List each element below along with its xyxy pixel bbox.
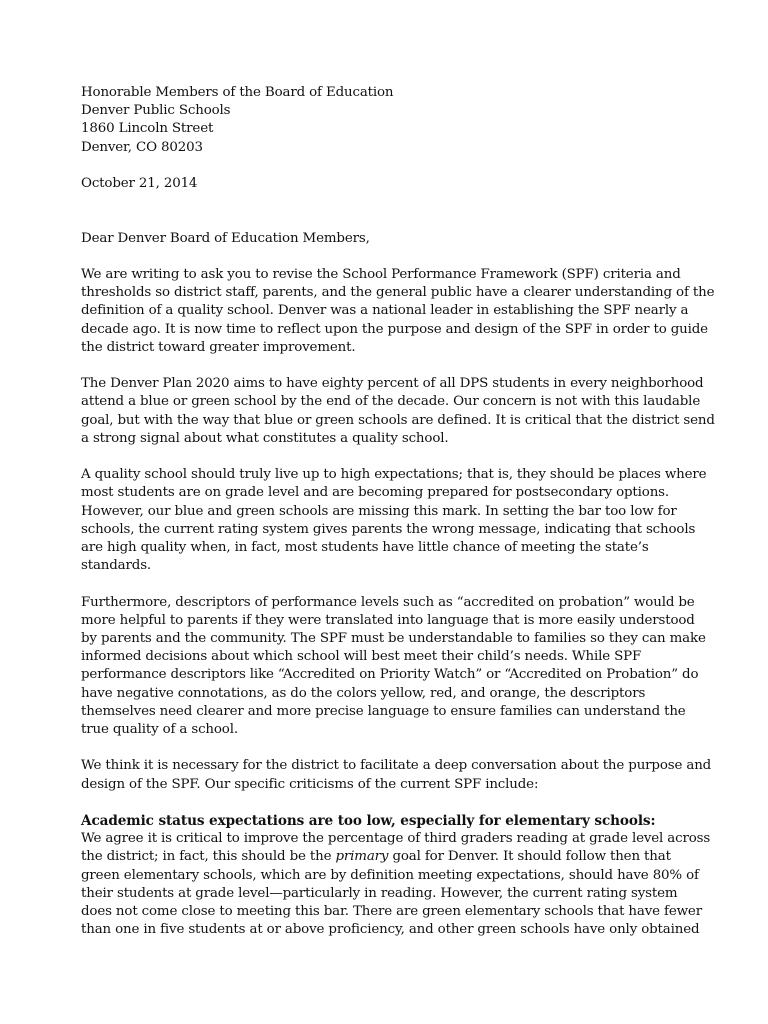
paragraph-line: We are writing to ask you to revise the School Performance Framework (SPF) criteria and [81, 266, 681, 282]
paragraph-line: have negative connotations, as do the colors yellow, red, and orange, the descriptors [81, 685, 646, 701]
paragraph-line: performance descriptors like “Accredited on Priority Watch” or “Accredited on Probation” do [81, 667, 699, 683]
paragraph-quality-school [81, 466, 707, 575]
paragraph-revise-spf [81, 266, 715, 357]
paragraph-line: informed decisions about which school will best meet their child’s needs. While SPF [81, 649, 642, 665]
section-academic-status [81, 812, 711, 939]
paragraph-line: We think it is necessary for the district to facilitate a deep conversation about the purpose and [81, 758, 712, 774]
letter-page [81, 84, 715, 939]
paragraph-line: the district toward greater improvement. [81, 339, 356, 355]
paragraph-line: does not come close to meeting this bar. There are green elementary schools that have fewer [81, 904, 702, 920]
emphasis-primary: primary [335, 849, 389, 865]
paragraph-line: thresholds so district staff, parents, and the general public have a clearer understanding of the [81, 285, 715, 301]
paragraph-line: than one in five students at or above proficiency, and other green schools have only obtained [81, 922, 700, 938]
text-run: goal for Denver. It should follow then that [388, 849, 671, 865]
paragraph-line: goal, but with the way that blue or green schools are defined. It is critical that the district send [81, 412, 715, 428]
address-line: Denver Public Schools [81, 103, 231, 119]
paragraph-line: However, our blue and green schools are missing this mark. In setting the bar too low for [81, 503, 677, 519]
paragraph-criticisms-intro [81, 757, 712, 793]
paragraph-line: attend a blue or green school by the end of the decade. Our concern is not with this laudable [81, 394, 701, 410]
salutation [81, 230, 691, 248]
paragraph-line: schools, the current rating system gives parents the wrong message, indicating that schools [81, 521, 696, 537]
paragraph-line: true quality of a school. [81, 722, 238, 738]
address-line: Honorable Members of the Board of Education [81, 85, 394, 100]
paragraph-line: definition of a quality school. Denver was a national leader in establishing the SPF nearly a [81, 303, 689, 319]
address-line: Denver, CO 80203 [81, 139, 203, 155]
section-heading: Academic status expectations are too low, especially for elementary schools: [81, 813, 656, 829]
paragraph-line: their students at grade level—particularly in reading. However, the current rating system [81, 885, 678, 901]
paragraph-line [81, 848, 691, 866]
paragraph-line: decade ago. It is now time to reflect upon the purpose and design of the SPF in order to guide [81, 321, 708, 337]
paragraph-line: design of the SPF. Our specific criticisms of the current SPF include: [81, 776, 539, 792]
text-run: the district; in fact, this should be the [81, 849, 336, 865]
paragraph-line: We agree it is critical to improve the percentage of third graders reading at grade level across [81, 831, 711, 847]
salutation-text: Dear Denver Board of Education Members, [81, 230, 370, 246]
paragraph-descriptors [81, 594, 706, 740]
paragraph-line: Furthermore, descriptors of performance levels such as “accredited on probation” would be [81, 594, 695, 610]
paragraph-line: green elementary schools, which are by definition meeting expectations, should have 80% of [81, 867, 699, 883]
address-line: 1860 Lincoln Street [81, 121, 214, 137]
paragraph-line: more helpful to parents if they were translated into language that is more easily understood [81, 612, 695, 628]
paragraph-line: by parents and the community. The SPF must be understandable to families so they can make [81, 631, 706, 646]
paragraph-line: A quality school should truly live up to high expectations; that is, they should be places where [81, 467, 707, 483]
letter-date [81, 175, 691, 193]
date-text: October 21, 2014 [81, 176, 198, 191]
paragraph-denver-plan [81, 375, 715, 448]
paragraph-line: are high quality when, in fact, most students have little chance of meeting the state’s [81, 540, 649, 555]
paragraph-line: The Denver Plan 2020 aims to have eighty percent of all DPS students in every neighborhood [81, 376, 704, 392]
recipient-address [81, 84, 691, 157]
paragraph-line: standards. [81, 558, 152, 574]
paragraph-line: most students are on grade level and are becoming prepared for postsecondary options. [81, 485, 670, 501]
paragraph-line: a strong signal about what constitutes a quality school. [81, 430, 449, 446]
paragraph-line: themselves need clearer and more precise language to ensure families can understand the [81, 703, 686, 719]
